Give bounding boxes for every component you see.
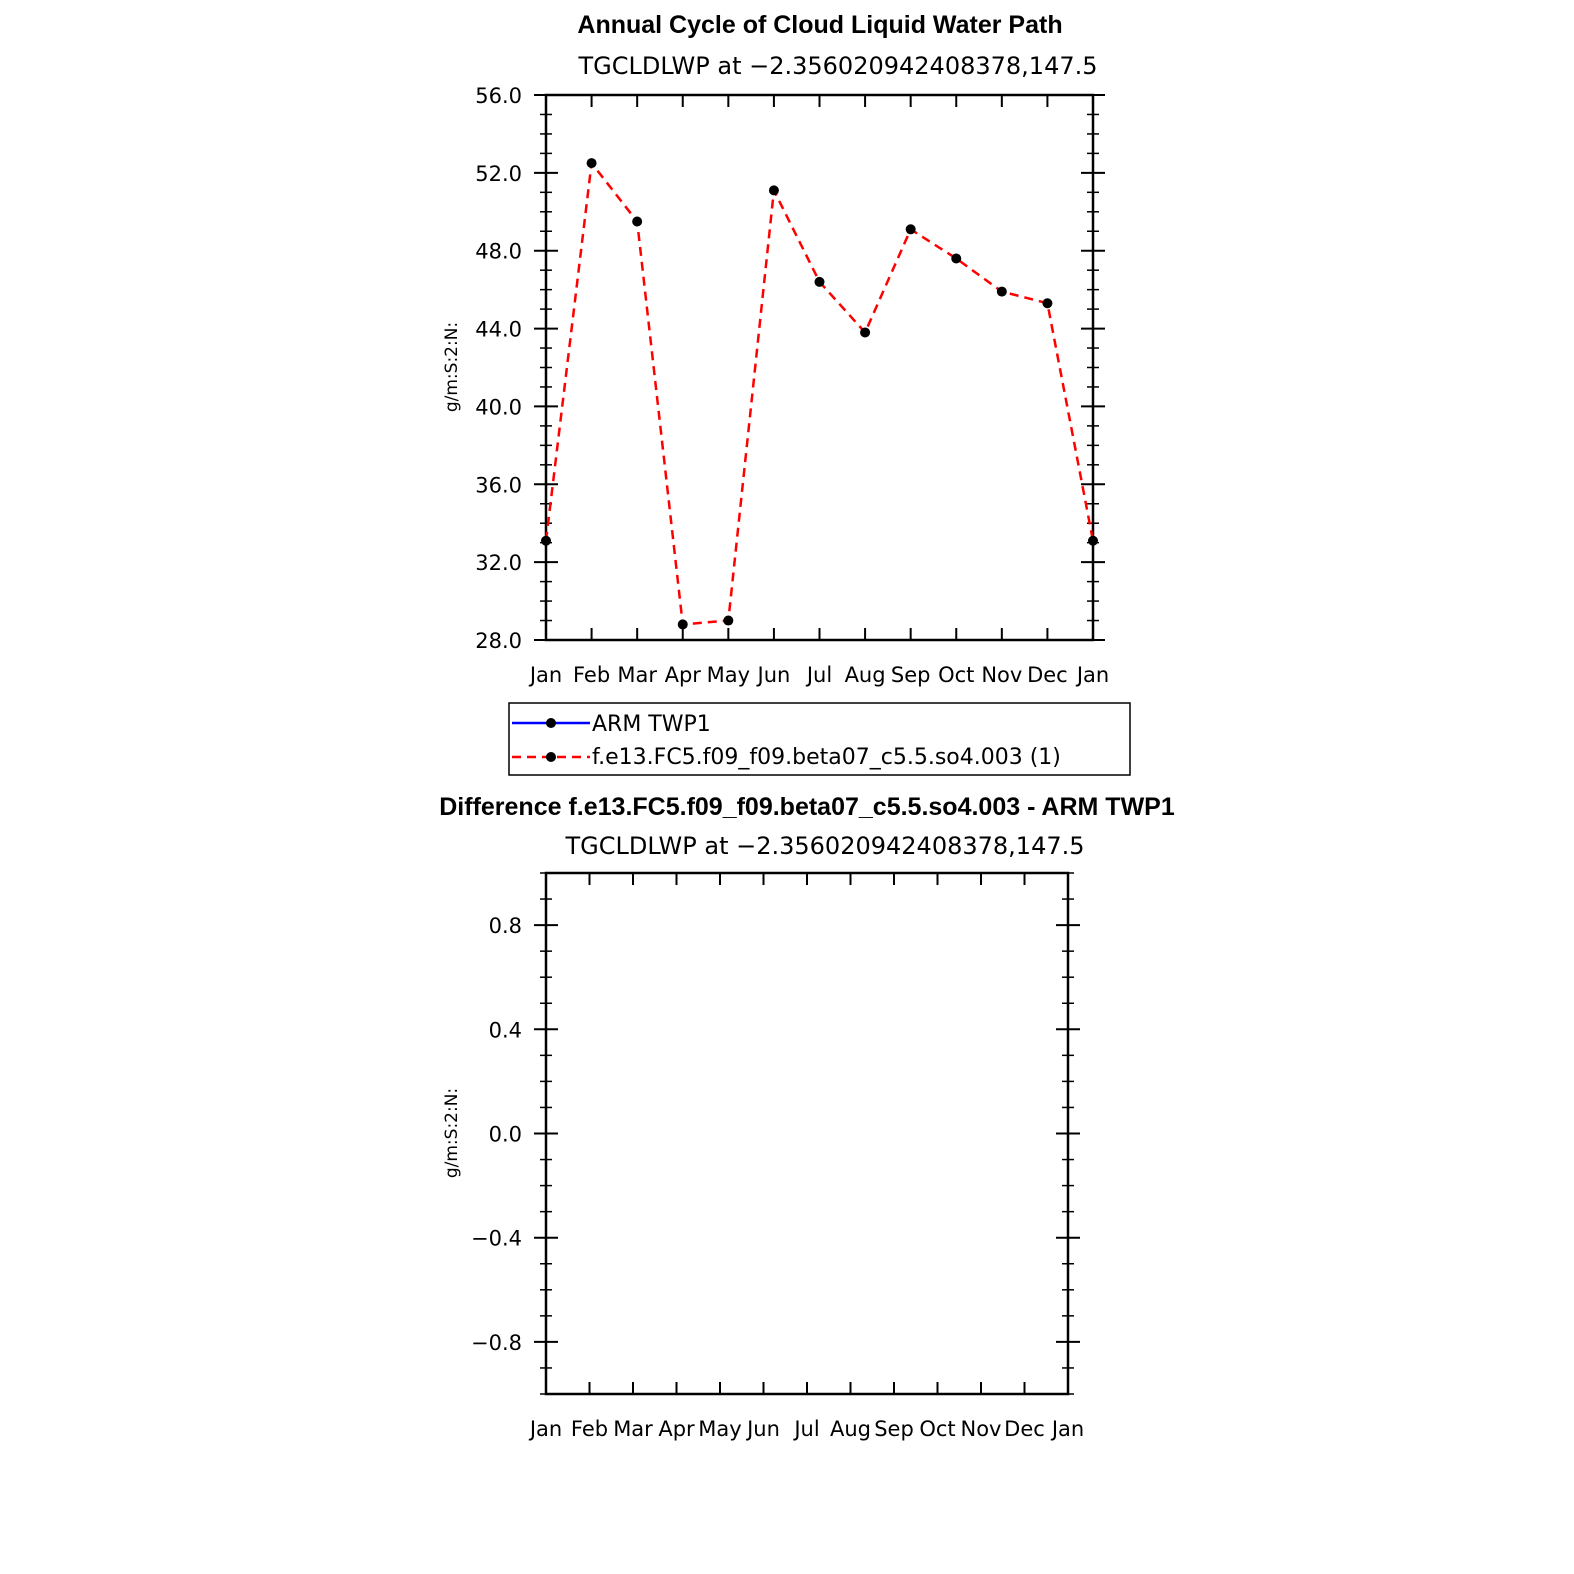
chart2-ytick-label: 0.0	[488, 1122, 522, 1147]
chart2-axes	[471, 873, 1084, 1441]
chart1-xtick-label: Nov	[981, 663, 1023, 687]
chart1-ytick-label: 52.0	[475, 161, 522, 186]
chart1-subtitle: TGCLDLWP at −2.356020942408378,147.5	[578, 52, 1098, 80]
chart2-xtick-label: Mar	[613, 1417, 653, 1441]
chart1-xtick-label: Oct	[938, 663, 975, 687]
chart1-data-point	[632, 217, 642, 227]
chart1-ylabel: g/m:S:2:N:	[442, 321, 462, 413]
chart1-xtick-label: Jun	[757, 663, 791, 687]
chart1-xtick-label: May	[706, 663, 751, 687]
chart1-data-point	[1042, 298, 1052, 308]
chart1-xtick-label: Jan	[529, 663, 563, 687]
chart2-ylabel: g/m:S:2:N:	[442, 1087, 462, 1179]
chart1-xtick-label: Feb	[572, 663, 611, 687]
chart2-xtick-label: Jul	[794, 1417, 820, 1441]
chart1-xtick-label: Dec	[1027, 663, 1068, 687]
chart1-data-point	[815, 277, 825, 287]
chart2-xtick-label: Jun	[747, 1417, 780, 1441]
legend	[509, 703, 1130, 775]
chart1-ytick-label: 56.0	[475, 84, 522, 108]
chart2-ytick-label: 0.8	[488, 914, 522, 939]
chart1-data-point	[906, 224, 916, 234]
chart2-xtick-label: Jan	[529, 1417, 563, 1441]
chart1-ytick-label: 40.0	[475, 395, 522, 420]
chart1-xtick-label: Jan	[1076, 663, 1110, 687]
chart2-xtick-label: Jan	[1051, 1417, 1085, 1441]
chart1-data-point	[997, 287, 1007, 297]
annual-cycle-chart	[442, 11, 1109, 687]
chart1-xtick-label: Apr	[664, 663, 701, 687]
legend-label-arm: ARM TWP1	[592, 712, 711, 737]
chart1-ytick-label: 32.0	[475, 551, 522, 576]
chart2-xtick-label: Dec	[1004, 1417, 1045, 1441]
chart1-ytick-label: 48.0	[475, 239, 522, 264]
chart2-xtick-label: Feb	[570, 1417, 609, 1441]
chart1-xtick-label: Aug	[844, 663, 886, 687]
chart2-ytick-label: −0.8	[471, 1330, 522, 1355]
chart2-title: Difference f.e13.FC5.f09_f09.beta07_c5.5.so4.003 - ARM TWP1	[439, 793, 1175, 821]
chart1-xtick-label: Sep	[890, 663, 931, 687]
difference-chart	[439, 793, 1175, 1441]
chart2-xtick-label: Oct	[919, 1417, 956, 1441]
chart1-xtick-label: Mar	[617, 663, 657, 687]
chart1-series-line	[546, 163, 1093, 624]
chart1-xtick-label: Jul	[806, 663, 833, 687]
legend-marker-arm	[546, 718, 556, 728]
chart1-data-point	[678, 619, 688, 629]
legend-marker-model	[546, 752, 556, 762]
chart1-marks	[541, 158, 1098, 629]
chart1-axes	[475, 84, 1109, 687]
chart2-plot-frame	[546, 873, 1068, 1394]
chart2-xtick-label: Nov	[960, 1417, 1002, 1441]
chart1-data-point	[723, 616, 733, 626]
chart1-data-point	[860, 327, 870, 337]
chart2-xtick-label: Sep	[874, 1417, 914, 1441]
chart1-plot-frame	[546, 95, 1093, 640]
chart2-ytick-label: 0.4	[488, 1018, 522, 1043]
chart2-ytick-label: −0.4	[471, 1226, 522, 1251]
legend-label-model: f.e13.FC5.f09_f09.beta07_c5.5.so4.003 (1)	[592, 745, 1061, 770]
chart1-data-point	[951, 254, 961, 264]
chart2-xtick-label: Apr	[658, 1417, 695, 1441]
chart2-xtick-label: May	[698, 1417, 742, 1441]
chart1-data-point	[541, 536, 551, 546]
chart1-ytick-label: 28.0	[475, 629, 522, 653]
chart2-xtick-label: Aug	[829, 1417, 872, 1441]
chart1-ytick-label: 36.0	[475, 473, 522, 498]
chart1-data-point	[587, 158, 597, 168]
chart1-title: Annual Cycle of Cloud Liquid Water Path	[577, 11, 1063, 39]
chart1-data-point	[1088, 536, 1098, 546]
chart2-subtitle: TGCLDLWP at −2.356020942408378,147.5	[565, 832, 1085, 860]
chart1-data-point	[769, 185, 779, 195]
chart1-ytick-label: 44.0	[475, 317, 522, 342]
